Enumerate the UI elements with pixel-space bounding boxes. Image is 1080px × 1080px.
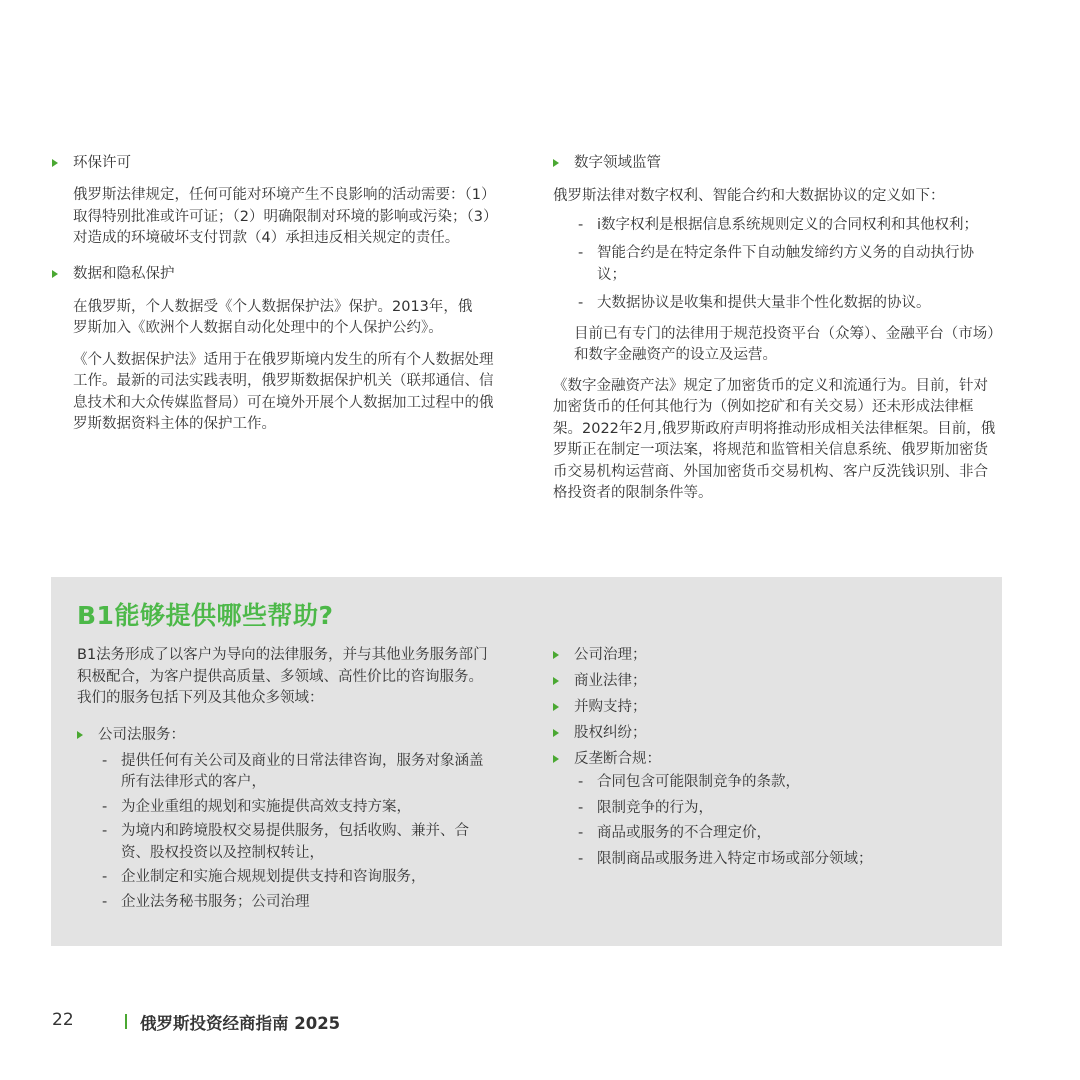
footer-divider xyxy=(125,1014,127,1029)
list-item: - 限制商品或服务进入特定市场或部分领域； xyxy=(578,850,873,867)
footer-title: 俄罗斯投资经商指南 2025 xyxy=(140,1014,341,1033)
list-item: - 为境内和跨境股权交易提供服务，包括收购、兼并、合资、股权投资以及控制权转让， xyxy=(102,823,469,861)
service-item: 并购支持； xyxy=(553,697,973,718)
page-number: 22 xyxy=(52,1010,74,1030)
section-heading-privacy: 数据和隐私保护 xyxy=(52,264,502,285)
service-item: 公司治理； xyxy=(553,645,973,666)
triangle-bullet-icon xyxy=(52,270,58,278)
list-item: - 为企业重组的规划和实施提供高效支持方案， xyxy=(102,798,411,815)
privacy-paragraph-2: 《个人数据保护法》适用于在俄罗斯境内发生的所有个人数据处理工作。最新的司法实践表明，俄罗斯数据保护机关（联邦通信、信息技术和大众传媒监督局）可在境外开展个人数据加工过程中的俄罗斯数据资料主体的保护工作。 xyxy=(73,351,494,432)
triangle-bullet-icon xyxy=(77,731,83,739)
triangle-bullet-icon xyxy=(553,677,559,685)
list-item: - 商品或服务的不合理定价， xyxy=(578,825,771,841)
right-column xyxy=(553,153,1002,505)
box-right-column xyxy=(553,645,973,870)
list-item: - 合同包含可能限制竞争的条款， xyxy=(578,774,800,790)
digital-paragraph-2: 《数字金融资产法》规定了加密货币的定义和流通行为。目前，针对加密货币的任何其他行为（例如挖矿和有关交易）还未形成法律框架。2022年2月,俄罗斯政府声明将推动形成相关法律框架。目前，俄罗斯正在制定一项法案，将规范和监管相关信息系统、俄罗斯加密货币交易机构运营商、外国加密货币交易机构、客户反洗钱识别、非合格投资者的限制条件等。 xyxy=(553,377,996,501)
digital-paragraph-1: 目前已有专门的法律用于规范投资平台（众筹）、金融平台（市场）和数字金融资产的设立及运营。 xyxy=(574,325,1002,363)
triangle-bullet-icon xyxy=(553,703,559,711)
list-item: - 限制竞争的行为， xyxy=(578,799,713,816)
triangle-bullet-icon xyxy=(52,159,58,167)
triangle-bullet-icon xyxy=(553,651,559,659)
corp-services-heading: 公司法服务： xyxy=(77,725,497,746)
env-paragraph: 俄罗斯法律规定，任何可能对环境产生不良影响的活动需要：（1）取得特别批准或许可证；（2）明确限制对环境的影响或污染；（3）对造成的环境破坏支付罚款（4）承担违反相关规定的责任。 xyxy=(73,187,498,246)
triangle-bullet-icon xyxy=(553,729,559,737)
list-item: - i数字权利是根据信息系统规则定义的合同权利和其他权利； xyxy=(578,216,979,233)
section-heading-env: 环保许可 xyxy=(52,153,502,174)
box-intro: B1法务形成了以客户为导向的法律服务，并与其他业务服务部门积极配合，为客户提供高质量、多领域、高性价比的咨询服务。我们的服务包括下列及其他众多领域： xyxy=(77,647,488,706)
left-column xyxy=(52,153,502,436)
service-item: 反垄断合规： xyxy=(553,749,973,770)
service-item: 股权纠纷； xyxy=(553,723,973,744)
triangle-bullet-icon xyxy=(553,159,559,167)
list-item: - 大数据协议是收集和提供大量非个性化数据的协议。 xyxy=(578,295,931,311)
list-item: - 企业法务秘书服务；公司治理 xyxy=(102,893,310,910)
list-item: - 提供任何有关公司及商业的日常法律咨询，服务对象涵盖所有法律形式的客户， xyxy=(102,752,484,790)
list-item: - 企业制定和实施合规规划提供支持和咨询服务， xyxy=(102,869,426,885)
box-left-column xyxy=(77,645,497,913)
service-item: 商业法律； xyxy=(553,671,973,692)
privacy-paragraph-1: 在俄罗斯，个人数据受《个人数据保护法》保护。2013年，俄罗斯加入《欧洲个人数据自动化处理中的个人保护公约》。 xyxy=(73,298,473,336)
triangle-bullet-icon xyxy=(553,755,559,763)
digital-intro: 俄罗斯法律对数字权利、智能合约和大数据协议的定义如下： xyxy=(553,188,945,204)
box-title: B1能够提供哪些帮助? xyxy=(77,601,334,630)
list-item: - 智能合约是在特定条件下自动触发缔约方义务的自动执行协议； xyxy=(578,245,974,283)
section-heading-digital: 数字领域监管 xyxy=(553,153,1002,174)
